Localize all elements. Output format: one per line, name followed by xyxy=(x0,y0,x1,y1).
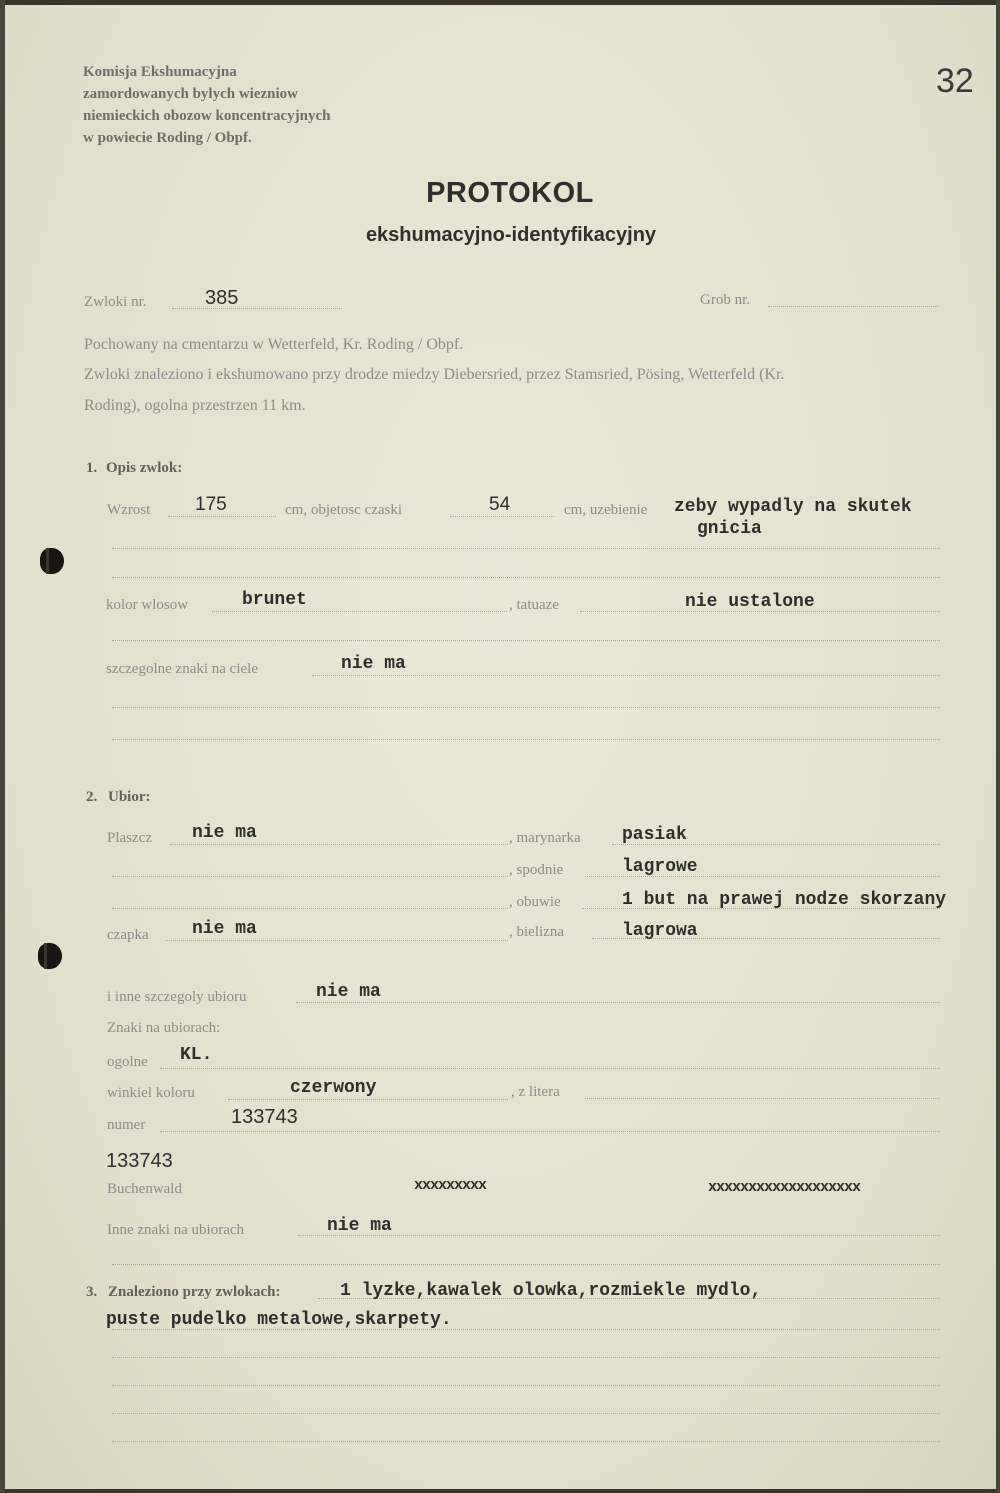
header-line-2: zamordowanych bylych wiezniow xyxy=(83,86,298,102)
section-1-blank-line-3 xyxy=(112,640,940,641)
wzrost-dotline xyxy=(168,516,276,517)
plaszcz-value: nie ma xyxy=(192,823,257,843)
winkiel-label: winkiel koloru xyxy=(107,1085,195,1101)
section-2-heading: Ubior: xyxy=(108,789,151,805)
section-3-blank-line-1 xyxy=(112,1357,940,1358)
spodnie-left-blank-line xyxy=(112,876,508,877)
section-3-blank-line-2 xyxy=(112,1385,940,1386)
inne-znaki-dotline xyxy=(298,1235,940,1236)
document-title: PROTOKOL xyxy=(426,177,594,209)
winkiel-value: czerwony xyxy=(290,1078,377,1098)
uzebienie-label: cm, uzebienie xyxy=(564,502,648,518)
czaszka-label: cm, objetosc czaski xyxy=(285,502,403,518)
plaszcz-dotline xyxy=(170,844,508,845)
section-1-blank-line-4 xyxy=(112,707,940,708)
section-3-heading: Znaleziono przy zwlokach: xyxy=(108,1284,281,1300)
section-3-blank-line-3 xyxy=(112,1413,940,1414)
litera-label: , z litera xyxy=(511,1084,560,1100)
found-location-text-cont: Roding), ogolna przestrzen 11 km. xyxy=(84,397,306,414)
punch-hole-upper xyxy=(40,548,64,574)
section-1-blank-line-1 xyxy=(112,548,940,549)
znaki-ciele-label: szczegolne znaki na ciele xyxy=(106,661,258,677)
wlosy-dotline xyxy=(212,611,507,612)
section-2-number: 2. xyxy=(86,789,98,805)
znaki-ciele-dotline xyxy=(312,675,940,676)
grob-label: Grob nr. xyxy=(700,292,750,308)
handwritten-number: 133743 xyxy=(106,1150,173,1172)
znaki-ubiorach-label: Znaki na ubiorach: xyxy=(107,1020,221,1036)
czapka-dotline xyxy=(165,940,508,941)
found-items-line-2: puste pudelko metalowe,skarpety. xyxy=(106,1310,452,1330)
zwloki-number: 385 xyxy=(205,287,239,309)
header-line-4: w powiecie Roding / Obpf. xyxy=(83,130,252,146)
inne-znaki-label: Inne znaki na ubiorach xyxy=(107,1222,245,1238)
wlosy-label: kolor wlosow xyxy=(106,597,189,613)
czaszka-value: 54 xyxy=(489,494,511,515)
czapka-label: czapka xyxy=(107,927,149,943)
section-1-number: 1. xyxy=(86,460,98,476)
inne-znaki-value: nie ma xyxy=(327,1216,392,1236)
burial-place-text: Pochowany na cmentarzu w Wetterfeld, Kr. Roding / Obpf. xyxy=(84,336,464,353)
section-1-blank-line-5 xyxy=(112,739,940,740)
obuwie-value: 1 but na prawej nodze skorzany xyxy=(622,890,947,910)
document-subtitle: ekshumacyjno-identyfikacyjny xyxy=(365,224,657,246)
litera-dotline xyxy=(585,1098,940,1099)
spodnie-value: lagrowe xyxy=(622,857,698,877)
header-line-3: niemieckich obozow koncentracyjnych xyxy=(83,108,331,124)
zwloki-label: Zwloki nr. xyxy=(84,294,147,310)
bielizna-value: lagrowa xyxy=(622,921,698,941)
grob-dotline xyxy=(768,306,938,307)
uzebienie-value-cont: gnicia xyxy=(697,519,762,539)
struck-out-text-2: xxxxxxxxxxxxxxxxxxx xyxy=(708,1179,861,1196)
tatuaze-label: , tatuaze xyxy=(509,597,559,613)
uzebienie-value: zeby wypadly na skutek xyxy=(674,497,912,517)
wzrost-value: 175 xyxy=(195,494,227,515)
marynarka-label: , marynarka xyxy=(509,830,581,846)
section-2-blank-line xyxy=(112,1264,940,1265)
czapka-value: nie ma xyxy=(192,919,257,939)
section-3-blank-line-4 xyxy=(112,1441,940,1442)
header-line-1: Komisja Ekshumacyjna xyxy=(83,64,237,80)
scan-edge-bottom xyxy=(0,1489,1000,1493)
bielizna-label: , bielizna xyxy=(509,924,564,940)
winkiel-dotline xyxy=(228,1099,508,1100)
ogolne-label: ogolne xyxy=(107,1054,148,1070)
wlosy-value: brunet xyxy=(242,590,307,610)
buchenwald-label: Buchenwald xyxy=(107,1181,182,1197)
struck-out-text-1: xxxxxxxxx xyxy=(414,1177,487,1194)
section-1-heading: Opis zwlok: xyxy=(106,460,183,476)
section-1-blank-line-2 xyxy=(112,577,940,578)
inne-szczegoly-value: nie ma xyxy=(316,982,381,1002)
wzrost-label: Wzrost xyxy=(107,502,151,518)
plaszcz-label: Plaszcz xyxy=(107,830,152,846)
zwloki-dotline xyxy=(172,308,342,309)
numer-value: 133743 xyxy=(231,1106,298,1128)
inne-szczegoly-label: i inne szczegoly ubioru xyxy=(107,989,247,1005)
numer-label: numer xyxy=(107,1117,146,1133)
found-items-line-1: 1 lyzke,kawalek olowka,rozmiekle mydlo, xyxy=(340,1281,762,1301)
obuwie-left-blank-line xyxy=(112,908,508,909)
section-3-number: 3. xyxy=(86,1284,98,1300)
scan-edge-top xyxy=(0,0,1000,5)
marynarka-value: pasiak xyxy=(622,825,687,845)
page-number: 32 xyxy=(936,62,974,100)
czaszka-dotline xyxy=(450,516,554,517)
found-location-text: Zwloki znaleziono i ekshumowano przy drodze miedzy Diebersried, przez Stamsried, Pösing, Wetterfeld (Kr. xyxy=(84,366,785,383)
spodnie-label: , spodnie xyxy=(509,862,564,878)
punch-hole-lower xyxy=(38,943,62,969)
inne-szczegoly-dotline xyxy=(296,1002,940,1003)
obuwie-label: , obuwie xyxy=(509,894,561,910)
znaki-ciele-value: nie ma xyxy=(341,654,406,674)
tatuaze-value: nie ustalone xyxy=(685,592,815,612)
ogolne-value: KL. xyxy=(180,1045,213,1065)
commission-header xyxy=(83,61,330,149)
numer-dotline xyxy=(160,1131,940,1132)
ogolne-dotline xyxy=(160,1068,940,1069)
